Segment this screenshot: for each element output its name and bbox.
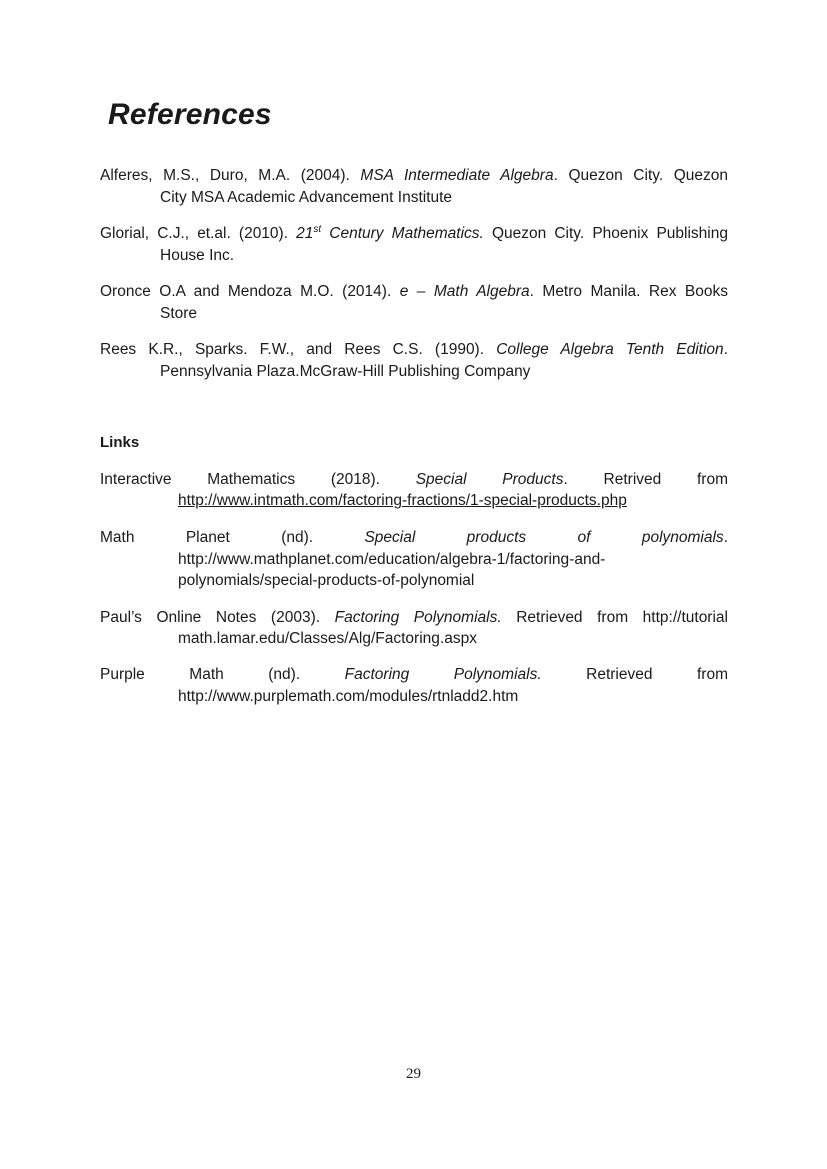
ref-continuation: Pennsylvania Plaza.McGraw-Hill Publishing Company xyxy=(160,363,531,380)
ref-authors: Alferes, M.S., Duro, M.A. (2004). xyxy=(100,167,361,184)
ref-title xyxy=(296,225,484,242)
link-title: Factoring Polynomials. xyxy=(344,666,542,683)
ref-authors: Glorial, C.J., et.al. (2010). xyxy=(100,225,297,242)
page-number: 29 xyxy=(406,1066,421,1082)
link-title: Factoring Polynomials. xyxy=(334,609,502,626)
link-title: Special Products xyxy=(415,471,564,488)
ref-title-sup: st xyxy=(313,223,322,235)
ref-authors: Oronce O.A and Mendoza M.O. (2014). xyxy=(100,283,400,300)
link-entry xyxy=(100,470,728,490)
link-url-continuation: math.lamar.edu/Classes/Alg/Factoring.aspx xyxy=(178,630,477,647)
link-retrieved: Retrieved from http://tutorial xyxy=(501,609,728,626)
ref-continuation: House Inc. xyxy=(160,247,235,264)
link-source: Math Planet (nd). xyxy=(100,529,365,546)
page-title: References xyxy=(108,98,272,131)
ref-continuation: City MSA Academic Advancement Institute xyxy=(160,189,453,206)
link-url[interactable]: http://www.intmath.com/factoring-fractions/1-special-products.php xyxy=(178,492,627,509)
reference-entry xyxy=(100,166,728,186)
link-retrieved: . Retrived from xyxy=(563,471,729,488)
ref-title-rest: Century Mathematics. xyxy=(321,225,484,242)
ref-publisher: Quezon City. Phoenix Publishing xyxy=(483,225,728,242)
link-url-continuation: polynomials/special-products-of-polynomial xyxy=(178,572,475,589)
link-source: Purple Math (nd). xyxy=(100,666,345,683)
link-title: Special products of polynomials xyxy=(364,529,724,546)
ref-title: College Algebra Tenth Edition xyxy=(496,341,724,358)
links-heading: Links xyxy=(100,434,140,451)
ref-title-number: 21 xyxy=(296,225,314,242)
ref-title: e – Math Algebra xyxy=(399,283,530,300)
reference-entry xyxy=(100,224,728,244)
reference-entry xyxy=(100,282,728,302)
link-entry xyxy=(100,608,728,628)
ref-continuation: Store xyxy=(160,305,198,322)
link-source: Interactive Mathematics (2018). xyxy=(100,471,416,488)
link-source: Paul’s Online Notes (2003). xyxy=(100,609,335,626)
link-url: http://www.mathplanet.com/education/algebra-1/factoring-and- xyxy=(178,551,606,568)
ref-authors: Rees K.R., Sparks. F.W., and Rees C.S. (1990). xyxy=(100,341,497,358)
link-retrieved: . xyxy=(723,529,728,546)
link-url: http://www.purplemath.com/modules/rtnladd2.htm xyxy=(178,688,519,705)
ref-publisher: . Quezon City. Quezon xyxy=(553,167,729,184)
ref-publisher: . Metro Manila. Rex Books xyxy=(529,283,728,300)
link-entry xyxy=(100,528,728,548)
reference-entry xyxy=(100,340,728,360)
link-entry xyxy=(100,665,728,685)
ref-title: MSA Intermediate Algebra xyxy=(360,167,554,184)
ref-publisher: . xyxy=(723,341,728,358)
link-retrieved: Retrieved from xyxy=(541,666,728,683)
